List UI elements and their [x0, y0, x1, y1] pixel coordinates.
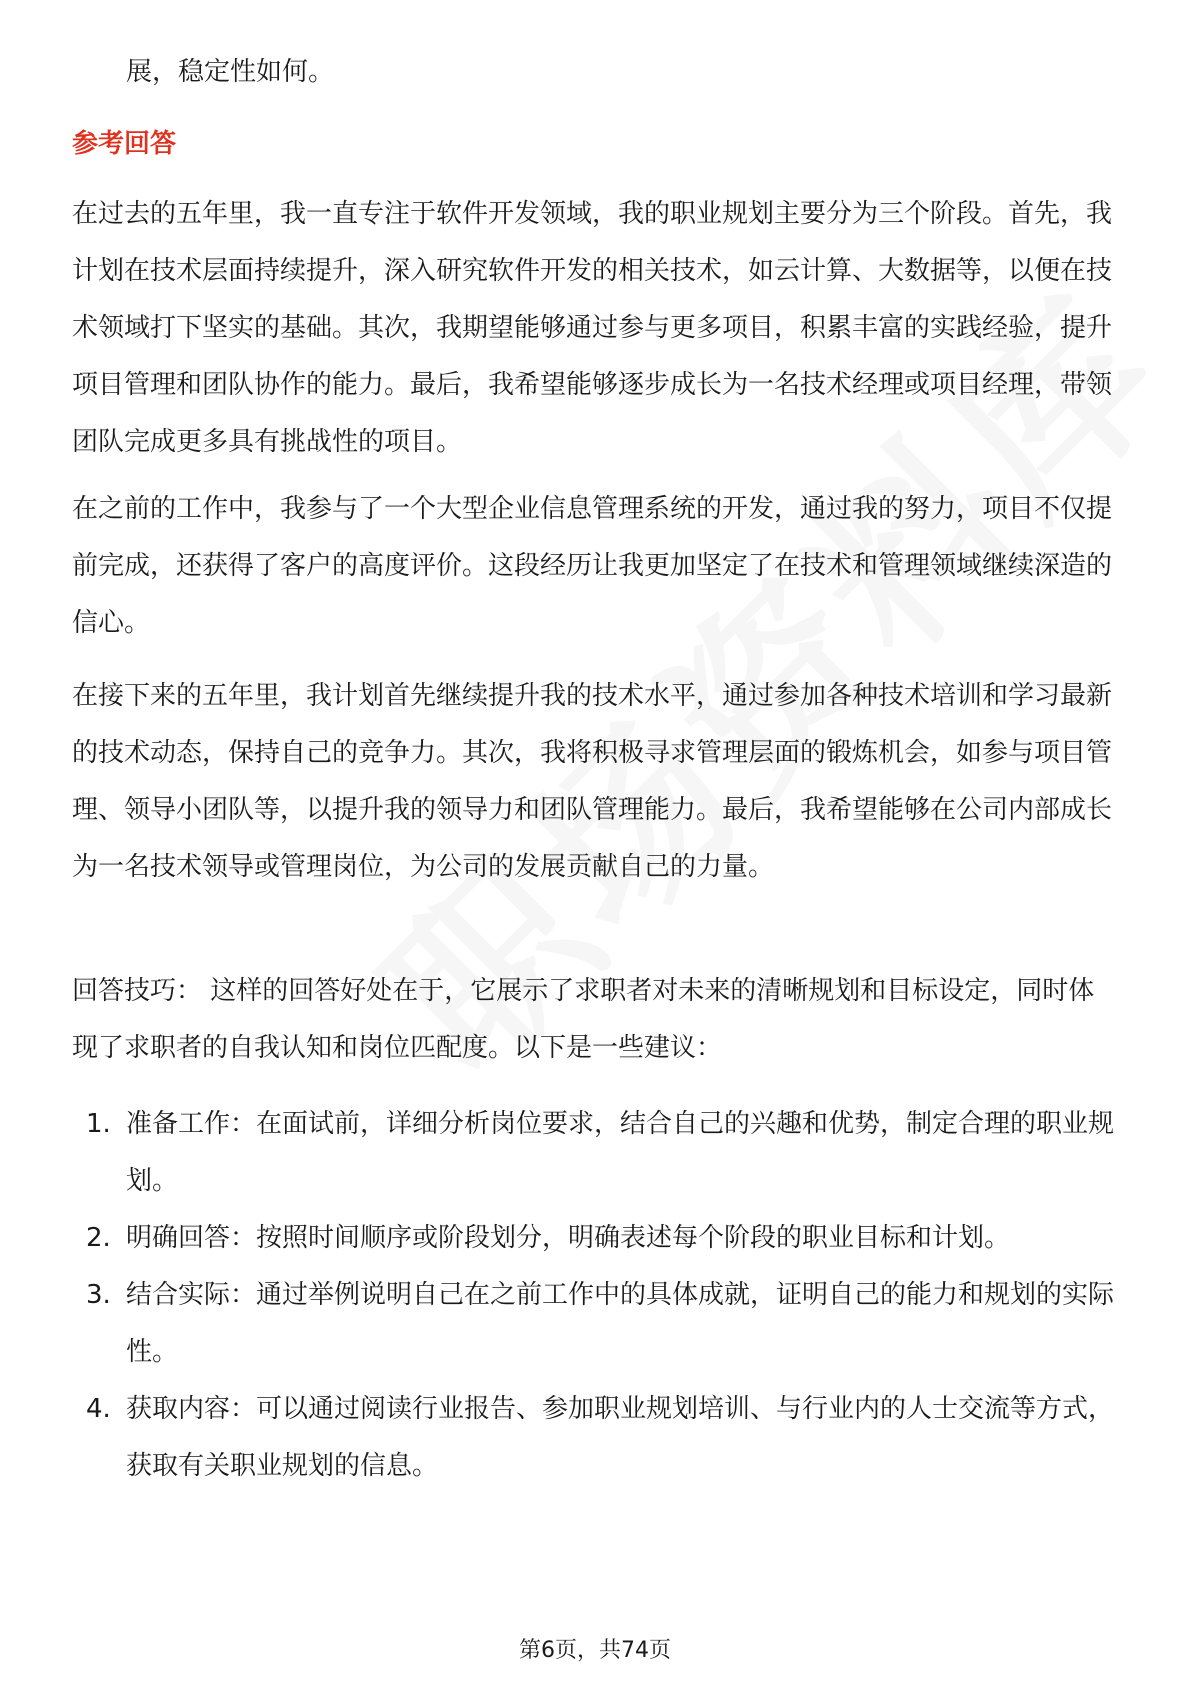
list-number: 4.	[86, 1394, 111, 1424]
list-text: 获取内容：可以通过阅读行业报告、参加职业规划培训、与行业内的人士交流等方式，获取有关职业规划的信息。	[126, 1394, 1115, 1481]
section-heading: 参考回答	[72, 129, 177, 159]
list-text: 准备工作：在面试前，详细分析岗位要求，结合自己的兴趣和优势，制定合理的职业规划。	[126, 1109, 1115, 1196]
list-number: 2.	[86, 1223, 111, 1253]
page-footer: 第6页，共74页	[519, 1638, 671, 1663]
list-item	[72, 1267, 1118, 1381]
list-item	[72, 1210, 1118, 1267]
continuation-text: 展，稳定性如何。	[126, 57, 335, 87]
paragraph-3: 在接下来的五年里，我计划首先继续提升我的技术水平，通过参加各种技术培训和学习最新的技术动态，保持自己的竞争力。其次，我将积极寻求管理层面的锻炼机会，如参与项目管理、领导小团队等，以提升我的领导力和团队管理能力。最后，我希望能够在公司内部成长为一名技术领导或管理岗位，为公司的发展贡献自己的力量。	[72, 681, 1113, 882]
paragraph-4: 回答技巧： 这样的回答好处在于，它展示了求职者对未来的清晰规划和目标设定，同时体现了求职者的自我认知和岗位匹配度。以下是一些建议：	[72, 976, 1095, 1063]
paragraph-1: 在过去的五年里，我一直专注于软件开发领域，我的职业规划主要分为三个阶段。首先，我计划在技术层面持续提升，深入研究软件开发的相关技术，如云计算、大数据等，以便在技术领域打下坚实的基础。其次，我期望能够通过参与更多项目，积累丰富的实践经验，提升项目管理和团队协作的能力。最后，我希望能够逐步成长为一名技术经理或项目经理，带领团队完成更多具有挑战性的项目。	[72, 199, 1113, 457]
list-number: 1.	[86, 1109, 111, 1139]
tips-list	[72, 1096, 1118, 1495]
list-number: 3.	[86, 1280, 111, 1310]
list-item	[72, 1381, 1118, 1495]
list-item	[72, 1096, 1118, 1210]
list-text: 明确回答：按照时间顺序或阶段划分，明确表述每个阶段的职业目标和计划。	[126, 1223, 1011, 1253]
paragraph-2: 在之前的工作中，我参与了一个大型企业信息管理系统的开发，通过我的努力，项目不仅提前完成，还获得了客户的高度评价。这段经历让我更加坚定了在技术和管理领域继续深造的信心。	[72, 494, 1113, 638]
list-text: 结合实际：通过举例说明自己在之前工作中的具体成就，证明自己的能力和规划的实际性。	[126, 1280, 1115, 1367]
